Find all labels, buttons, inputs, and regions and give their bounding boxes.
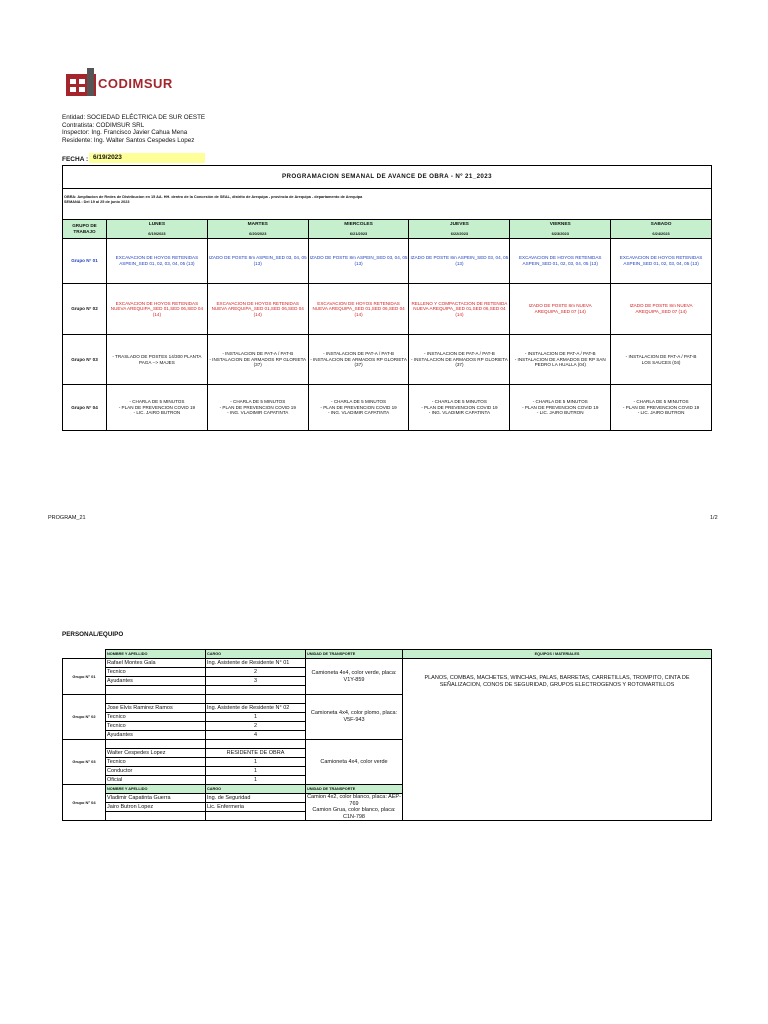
task-cell: IZADO DE POSTE 8m ASPEIN_SED 03, 04, 05 (13) <box>207 239 308 284</box>
unidad-header: UNIDAD DE TRANSPORTE <box>306 785 403 794</box>
task-cell: EXCAVACION DE HOYOS RETENIDAS ASPEIN_SED 01, 02, 03, 04, 05 (13) <box>510 239 611 284</box>
personal-table <box>62 649 712 821</box>
task-cell: - CHARLA DE 5 MINUTOS - PLAN DE PREVENCION COVID 19 - ING. VLADIMIR CAPATINTA <box>308 385 409 431</box>
equipment-list: PLANOS, COMBAS, MACHETES, WINCHAS, PALAS, BARRETAS, CARRETILLAS, TROMPITO, CINTA DE SEÑALIZACION, CONOS DE SEGURIDAD, GRUPOS ELECTROGENOS Y ROTOMARTILLOS <box>403 659 712 821</box>
task-cell: EXCAVACION DE HOYOS RETENIDAS NUEVA AREQUIPA_SED 01,SED 06,SED 04 (14) <box>207 284 308 335</box>
equipos-header: EQUIPOS / MATERIALES <box>403 650 712 659</box>
schedule-row-grupo-04 <box>63 385 712 431</box>
person-cargo: Ing. de Seguridad <box>206 794 306 803</box>
schedule-table <box>62 165 712 431</box>
day-header-viernes <box>510 220 611 239</box>
group-label: Grupo N° 03 <box>63 335 107 385</box>
person-name: Jairo Butron Lopez <box>106 803 206 812</box>
person-cargo <box>206 740 306 749</box>
person-cargo: Lic. Enfermeria <box>206 803 306 812</box>
person-name: Tecnico <box>106 722 206 731</box>
person-cargo: 1 <box>206 767 306 776</box>
person-cargo: 1 <box>206 776 306 785</box>
person-cargo: 4 <box>206 731 306 740</box>
person-name <box>106 812 206 821</box>
task-cell: EXCAVACION DE HOYOS RETENIDAS ASPEIN_SED 01, 02, 03, 04, 05 (13) <box>107 239 208 284</box>
person-name: Jose Elvis Ramirez Ramos <box>106 704 206 713</box>
person-cargo: RESIDENTE DE OBRA <box>206 749 306 758</box>
task-cell: - CHARLA DE 5 MINUTOS - PLAN DE PREVENCION COVID 19 - ING. VLADIMIR CAPATINTA <box>207 385 308 431</box>
task-cell: - CHARLA DE 5 MINUTOS - PLAN DE PREVENCION COVID 19 - LIC. JAIRO BUTRON <box>510 385 611 431</box>
person-cargo: 2 <box>206 668 306 677</box>
footer-page-number: 1/2 <box>710 515 718 521</box>
company-logo <box>62 62 172 102</box>
personal-group-label: Grupo N° 04 <box>63 785 106 821</box>
day-date: 6/24/2023 <box>652 230 670 236</box>
person-name <box>106 740 206 749</box>
unidad-header: UNIDAD DE TRANSPORTE <box>306 650 403 659</box>
task-cell: EXCAVACION DE HOYOS RETENIDAS NUEVA AREQUIPA_SED 01,SED 06,SED 04 (14) <box>308 284 409 335</box>
person-cargo: Ing. Asistente de Residente N° 02 <box>206 704 306 713</box>
person-name: Ayudantes <box>106 677 206 686</box>
residente-line: Residente: Ing. Walter Santos Cespedes Lopez <box>62 136 195 144</box>
schedule-row-grupo-03 <box>63 335 712 385</box>
day-header-martes <box>207 220 308 239</box>
personal-group-label: Grupo N° 03 <box>63 740 106 785</box>
group-label: Grupo N° 02 <box>63 284 107 335</box>
task-cell: - INSTALACION DE PAT-A / PAT-B - INSTALACION DE ARMADOS DE RP SAN PEDRO LA HUALLA (04) <box>510 335 611 385</box>
task-cell: - INSTALACION DE PAT-A / PAT-B - INSTALACION DE ARMADOS RP GLORIETA (37) <box>409 335 510 385</box>
task-cell: EXCAVACION DE HOYOS RETENIDAS ASPEIN_SED 01, 02, 03, 04, 05 (13) <box>611 239 712 284</box>
fecha-value: 6/19/2023 <box>89 153 205 163</box>
transport-unit: Camioneta 4x4, color verde <box>306 740 403 785</box>
task-cell: - INSTALACION DE PAT-A / PAT-B LOS SAUCES (04) <box>611 335 712 385</box>
task-cell: - CHARLA DE 5 MINUTOS - PLAN DE PREVENCION COVID 19 - LIC. JAIRO BUTRON <box>107 385 208 431</box>
day-header-lunes <box>107 220 208 239</box>
transport-unit: Camioneta 4x4, color verde, placa: V1Y-859 <box>306 659 403 695</box>
personal-group-label: Grupo N° 02 <box>63 695 106 740</box>
person-cargo: Ing. Asistente de Residente N° 01 <box>206 659 306 668</box>
person-cargo <box>206 812 306 821</box>
day-header-miercoles <box>308 220 409 239</box>
task-cell: IZADO DE POSTE 8m NUEVA AREQUIPA_SED 07 (14) <box>510 284 611 335</box>
group-label: Grupo N° 01 <box>63 239 107 284</box>
person-name <box>106 686 206 695</box>
cargo-header: CARGO <box>206 650 306 659</box>
header-info <box>62 114 205 144</box>
day-date: 6/23/2023 <box>551 230 569 236</box>
schedule-row-grupo-02 <box>63 284 712 335</box>
day-name: JUEVES <box>449 221 469 227</box>
task-cell: IZADO DE POSTE 8m NUEVA AREQUIPA_SED 07 (14) <box>611 284 712 335</box>
person-cargo: 1 <box>206 713 306 722</box>
day-name: SABADO <box>650 221 672 227</box>
person-cargo <box>206 695 306 704</box>
empty-corner <box>63 650 106 659</box>
day-header-jueves <box>409 220 510 239</box>
transport-unit: Camioneta 4x4, color plomo, placa: V5F-943 <box>306 695 403 740</box>
entidad-line: Entidad: SOCIEDAD ELÉCTRICA DE SUR OESTE <box>62 114 206 121</box>
nombre-header: NOMBRE Y APELLIDO <box>106 785 206 794</box>
person-name: Conductor <box>106 767 206 776</box>
task-cell: IZADO DE POSTE 8m ASPEIN_SED 03, 04, 05 (13) <box>308 239 409 284</box>
day-name: MIERCOLES <box>344 221 373 227</box>
group-label: Grupo N° 04 <box>63 385 107 431</box>
schedule-title: PROGRAMACION SEMANAL DE AVANCE DE OBRA - Nº 21_2023 <box>63 166 712 189</box>
schedule-row-grupo-01 <box>63 239 712 284</box>
group-column-header: GRUPO DE TRABAJO <box>63 220 107 239</box>
person-name <box>106 695 206 704</box>
task-cell: - INSTALACION DE PAT-A / PAT-B - INSTALACION DE ARMADOS RP GLORIETA (37) <box>207 335 308 385</box>
task-cell: - TRASLADO DE POSTES 14/300 PLANTA PAGA --> MAJES <box>107 335 208 385</box>
person-cargo: 3 <box>206 677 306 686</box>
task-cell: - CHARLA DE 5 MINUTOS - PLAN DE PREVENCION COVID 19 - LIC. JAIRO BUTRON <box>611 385 712 431</box>
fecha-label: FECHA : <box>62 156 89 163</box>
person-name: Oficial <box>106 776 206 785</box>
person-name: Rafael Montes Gala <box>106 659 206 668</box>
logo-text: CODIMSUR <box>98 76 173 91</box>
cargo-header: CARGO <box>206 785 306 794</box>
task-cell: RELLENO Y COMPACTACION DE RETENIDA NUEVA AREQUIPA_SED 01,SED 06,SED 04 (14) <box>409 284 510 335</box>
person-name: Vladimir Capatinta Guerra <box>106 794 206 803</box>
day-name: LUNES <box>148 221 166 227</box>
day-name: MARTES <box>247 221 268 227</box>
building-logo-icon <box>66 66 96 96</box>
semana-line: SEMANA : Del 19 al 25 de junio 2023 <box>64 199 130 204</box>
personal-group-label: Grupo N° 01 <box>63 659 106 695</box>
person-name: Ayudantes <box>106 731 206 740</box>
person-name: Tecnico <box>106 668 206 677</box>
contratista-line: Contratista: CODIMSUR SRL <box>62 121 145 129</box>
day-date: 6/20/2023 <box>249 230 267 236</box>
task-cell: - CHARLA DE 5 MINUTOS - PLAN DE PREVENCION COVID 19 - ING. VLADIMIR CAPATINTA <box>409 385 510 431</box>
person-name: Walter Cespedes Lopez <box>106 749 206 758</box>
inspector-line: Inspector: Ing. Francisco Javier Cahua Mena <box>62 129 188 137</box>
obra-description <box>63 189 712 220</box>
person-cargo <box>206 686 306 695</box>
person-cargo: 1 <box>206 758 306 767</box>
obra-line: OBRA: Ampliacion de Redes de Distribucion en 15 AA. HH. dentro de la Concesión de SEAL, distrito de Arequipa - provincia de Arequipa - departamento de Arequipa <box>64 195 363 199</box>
task-cell: EXCAVACION DE HOYOS RETENIDAS NUEVA AREQUIPA_SED 01,SED 06,SED 04 (14) <box>107 284 208 335</box>
personal-section-title: PERSONAL/EQUIPO <box>62 631 124 638</box>
day-name: VIERNES <box>549 221 571 227</box>
person-cargo: 2 <box>206 722 306 731</box>
day-date: 6/19/2023 <box>148 230 166 236</box>
nombre-header: NOMBRE Y APELLIDO <box>106 650 206 659</box>
person-name: Tecnico <box>106 713 206 722</box>
day-header-sabado <box>611 220 712 239</box>
task-cell: - INSTALACION DE PAT-A / PAT-B - INSTALACION DE ARMADOS RP GLORIETA (37) <box>308 335 409 385</box>
task-cell: IZADO DE POSTE 8m ASPEIN_SED 03, 04, 05 (13) <box>409 239 510 284</box>
footer-sheet-name: PROGRAM_21 <box>48 515 86 521</box>
day-date: 6/22/2023 <box>450 230 469 236</box>
transport-unit: Camion 4x2, color blanco, placa: AEP-769 Camion Grua, color blanco, placa: C1N-798 <box>307 794 401 820</box>
day-date: 6/21/2023 <box>349 230 368 236</box>
person-name: Tecnico <box>106 758 206 767</box>
